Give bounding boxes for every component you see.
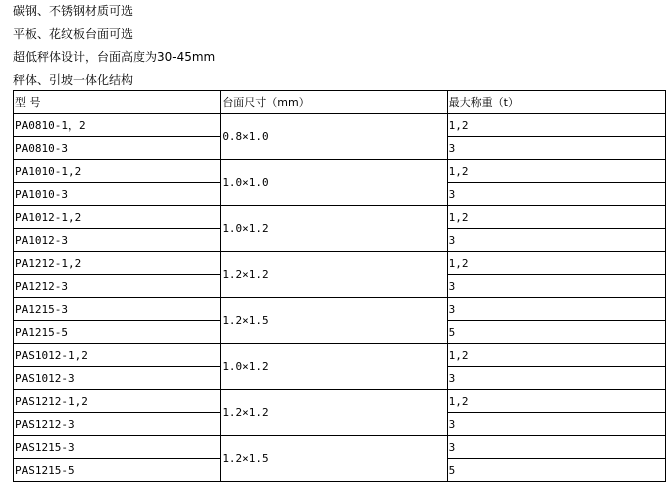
capacity-cell: 1,2 bbox=[447, 390, 665, 413]
size-cell: 1.0×1.2 bbox=[221, 344, 447, 390]
size-cell: 1.2×1.2 bbox=[221, 390, 447, 436]
note-height: 超低秤体设计，台面高度为30-45mm bbox=[13, 50, 216, 64]
model-cell: PA0810-1，2 bbox=[14, 114, 221, 137]
model-cell: PA0810-3 bbox=[14, 137, 221, 160]
note-material: 碳钢、不锈钢材质可选 bbox=[13, 4, 134, 18]
size-cell: 1.2×1.5 bbox=[221, 298, 447, 344]
model-cell: PA1010-1,2 bbox=[14, 160, 221, 183]
model-cell: PA1215-3 bbox=[14, 298, 221, 321]
header-size: 台面尺寸（mm） bbox=[221, 91, 447, 114]
capacity-cell: 3 bbox=[447, 436, 665, 459]
table-row bbox=[14, 390, 666, 413]
capacity-cell: 3 bbox=[447, 183, 665, 206]
size-cell: 1.0×1.0 bbox=[221, 160, 447, 206]
size-cell: 1.0×1.2 bbox=[221, 206, 447, 252]
size-cell: 0.8×1.0 bbox=[221, 114, 447, 160]
note-structure: 秤体、引坡一体化结构 bbox=[13, 73, 134, 87]
table-row bbox=[14, 206, 666, 229]
model-cell: PA1012-3 bbox=[14, 229, 221, 252]
spec-table-body bbox=[14, 91, 666, 482]
feature-notes bbox=[13, 0, 215, 92]
capacity-cell: 3 bbox=[447, 275, 665, 298]
size-cell: 1.2×1.2 bbox=[221, 252, 447, 298]
capacity-cell: 3 bbox=[447, 137, 665, 160]
model-cell: PAS1012-1,2 bbox=[14, 344, 221, 367]
table-row bbox=[14, 160, 666, 183]
model-cell: PAS1215-3 bbox=[14, 436, 221, 459]
model-cell: PA1010-3 bbox=[14, 183, 221, 206]
capacity-cell: 3 bbox=[447, 413, 665, 436]
model-cell: PA1212-1,2 bbox=[14, 252, 221, 275]
capacity-cell: 1,2 bbox=[447, 160, 665, 183]
spec-table bbox=[13, 90, 666, 482]
capacity-cell: 1,2 bbox=[447, 252, 665, 275]
table-row bbox=[14, 344, 666, 367]
capacity-cell: 3 bbox=[447, 298, 665, 321]
header-capacity: 最大称重（t） bbox=[447, 91, 665, 114]
table-row bbox=[14, 114, 666, 137]
model-cell: PA1012-1,2 bbox=[14, 206, 221, 229]
table-row bbox=[14, 298, 666, 321]
model-cell: PAS1012-3 bbox=[14, 367, 221, 390]
header-model: 型 号 bbox=[14, 91, 221, 114]
capacity-cell: 1,2 bbox=[447, 114, 665, 137]
capacity-cell: 1,2 bbox=[447, 344, 665, 367]
model-cell: PA1215-5 bbox=[14, 321, 221, 344]
model-cell: PAS1215-5 bbox=[14, 459, 221, 482]
capacity-cell: 3 bbox=[447, 367, 665, 390]
model-cell: PA1212-3 bbox=[14, 275, 221, 298]
capacity-cell: 5 bbox=[447, 321, 665, 344]
note-surface: 平板、花纹板台面可选 bbox=[13, 27, 134, 41]
model-cell: PAS1212-3 bbox=[14, 413, 221, 436]
capacity-cell: 1,2 bbox=[447, 206, 665, 229]
capacity-cell: 5 bbox=[447, 459, 665, 482]
capacity-cell: 3 bbox=[447, 229, 665, 252]
table-header-row bbox=[14, 91, 666, 114]
table-row bbox=[14, 436, 666, 459]
model-cell: PAS1212-1,2 bbox=[14, 390, 221, 413]
size-cell: 1.2×1.5 bbox=[221, 436, 447, 482]
table-row bbox=[14, 252, 666, 275]
